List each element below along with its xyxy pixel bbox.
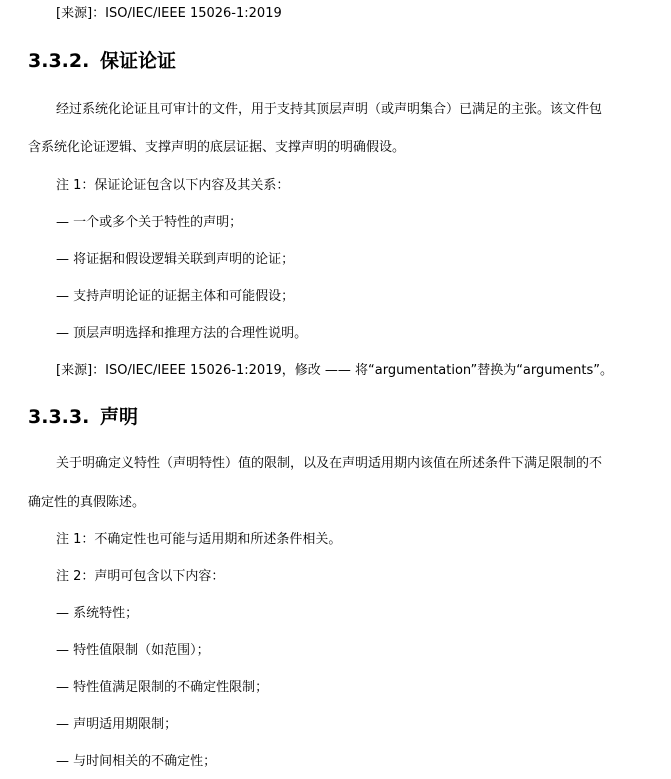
section-number: 3.3.3. bbox=[28, 406, 90, 428]
list-item: — 特性值满足限制的不确定性限制； bbox=[56, 680, 269, 695]
list-item: — 特性值限制（如范围）； bbox=[56, 643, 210, 658]
definition-line-1: 关于明确定义特性（声明特性）值的限制，以及在声明适用期内该值在所述条件下满足限制的不 bbox=[56, 456, 603, 471]
section-heading-3-3-2 bbox=[28, 50, 176, 72]
source-citation: [来源]：ISO/IEC/IEEE 15026-1:2019，修改 —— 将“argumentation”替换为“arguments”。 bbox=[56, 363, 614, 378]
list-item: — 顶层声明选择和推理方法的合理性说明。 bbox=[56, 326, 308, 341]
list-item: — 与时间相关的不确定性； bbox=[56, 754, 217, 769]
list-item: — 将证据和假设逻辑关联到声明的论证； bbox=[56, 252, 295, 267]
section-heading-3-3-3 bbox=[28, 406, 138, 428]
list-item: — 支持声明论证的证据主体和可能假设； bbox=[56, 289, 295, 304]
list-item: — 一个或多个关于特性的声明； bbox=[56, 215, 243, 230]
section-title: 声明 bbox=[100, 406, 139, 428]
source-top: [来源]：ISO/IEC/IEEE 15026-1:2019 bbox=[56, 6, 282, 21]
section-title: 保证论证 bbox=[100, 50, 177, 72]
definition-line-2: 含系统化论证逻辑、支撑声明的底层证据、支撑声明的明确假设。 bbox=[28, 140, 406, 155]
section-number: 3.3.2. bbox=[28, 50, 90, 72]
definition-line-1: 经过系统化论证且可审计的文件，用于支持其顶层声明（或声明集合）已满足的主张。该文件包 bbox=[56, 102, 603, 117]
note-1: 注 1：保证论证包含以下内容及其关系： bbox=[56, 178, 290, 193]
note-2: 注 2：声明可包含以下内容： bbox=[56, 569, 225, 584]
definition-line-2: 确定性的真假陈述。 bbox=[28, 495, 146, 510]
list-item: — 系统特性； bbox=[56, 606, 139, 621]
list-item: — 声明适用期限制； bbox=[56, 717, 178, 732]
note-1: 注 1：不确定性也可能与适用期和所述条件相关。 bbox=[56, 532, 342, 547]
